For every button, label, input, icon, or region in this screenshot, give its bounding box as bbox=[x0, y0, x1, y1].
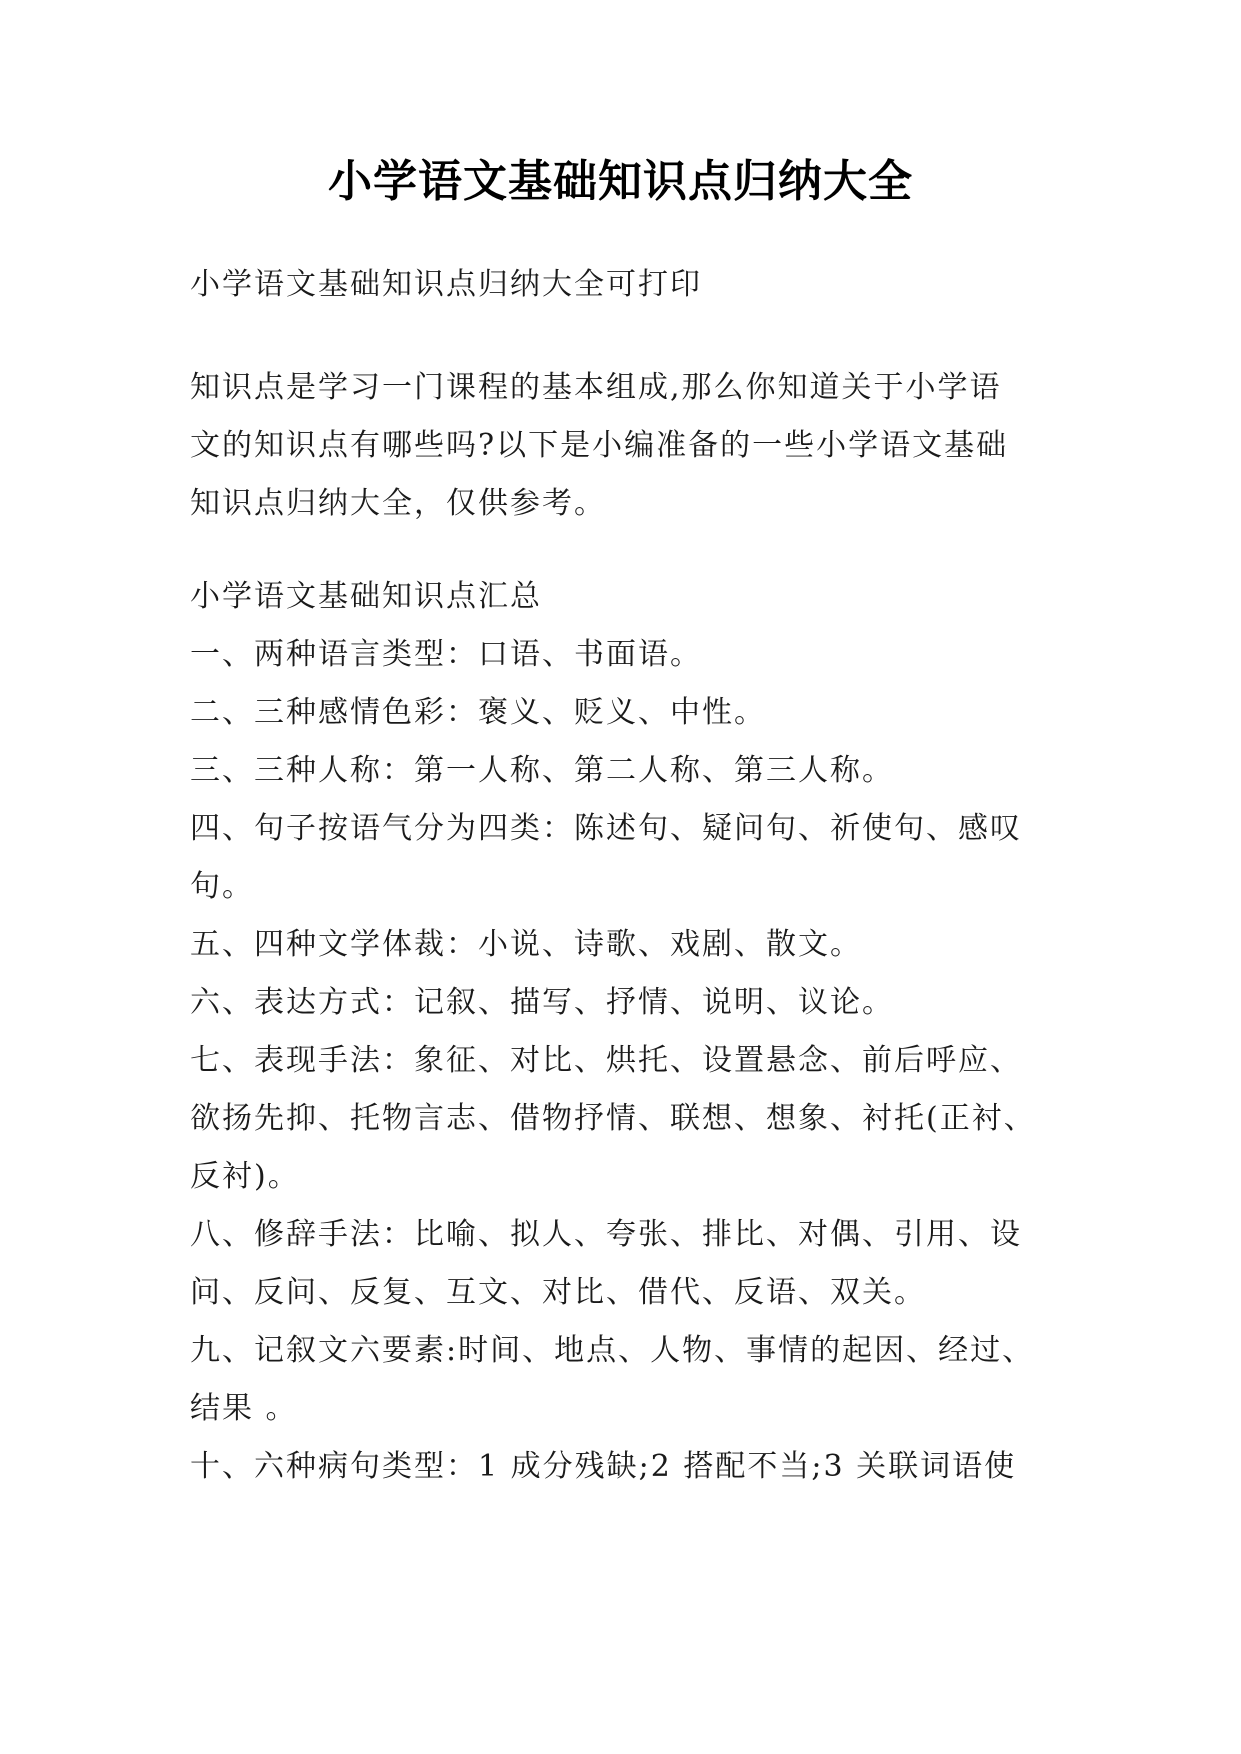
list-line: 六、表达方式：记叙、描写、抒情、说明、议论。 bbox=[190, 985, 894, 1020]
list-line: 八、修辞手法：比喻、拟人、夸张、排比、对偶、引用、设 bbox=[190, 1217, 1022, 1252]
list-line: 十、六种病句类型：1 成分残缺;2 搭配不当;3 关联词语使 bbox=[190, 1449, 1017, 1484]
document-title: 小学语文基础知识点归纳大全 bbox=[328, 156, 913, 207]
intro-line: 知识点归纳大全，仅供参考。 bbox=[190, 486, 606, 521]
list-line: 九、记叙文六要素:时间、地点、人物、事情的起因、经过、 bbox=[190, 1333, 1035, 1368]
subtitle: 小学语文基础知识点归纳大全可打印 bbox=[190, 267, 702, 302]
list-line: 三、三种人称：第一人称、第二人称、第三人称。 bbox=[190, 753, 894, 788]
list-line: 问、反问、反复、互文、对比、借代、反语、双关。 bbox=[190, 1275, 926, 1310]
list-line: 句。 bbox=[190, 869, 254, 904]
list-line: 反衬)。 bbox=[190, 1159, 300, 1194]
intro-line: 文的知识点有哪些吗?以下是小编准备的一些小学语文基础 bbox=[190, 428, 1009, 463]
list-line: 欲扬先抑、托物言志、借物抒情、联想、想象、衬托(正衬、 bbox=[190, 1101, 1036, 1136]
list-line: 七、表现手法：象征、对比、烘托、设置悬念、前后呼应、 bbox=[190, 1043, 1022, 1078]
list-line: 结果 。 bbox=[190, 1391, 298, 1426]
section-heading: 小学语文基础知识点汇总 bbox=[190, 579, 542, 614]
list-line: 四、句子按语气分为四类：陈述句、疑问句、祈使句、感叹 bbox=[190, 811, 1022, 846]
list-line: 五、四种文学体裁：小说、诗歌、戏剧、散文。 bbox=[190, 927, 862, 962]
intro-paragraph bbox=[190, 359, 1070, 533]
list-line: 二、三种感情色彩：褒义、贬义、中性。 bbox=[190, 695, 766, 730]
intro-line: 知识点是学习一门课程的基本组成,那么你知道关于小学语 bbox=[190, 370, 1002, 405]
list-line: 一、两种语言类型：口语、书面语。 bbox=[190, 637, 702, 672]
knowledge-list bbox=[190, 568, 1070, 1496]
subtitle-block bbox=[190, 256, 1070, 314]
